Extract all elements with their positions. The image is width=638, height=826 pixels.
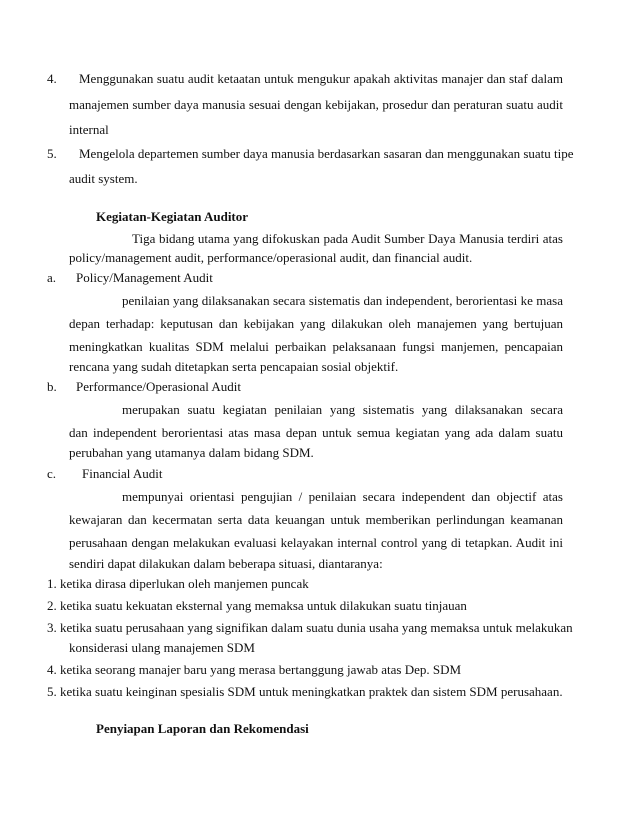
kegiatan-intro-line-1: Tiga bidang utama yang difokuskan pada Audit Sumber Daya Manusia terdiri atas: [132, 231, 563, 246]
list-item-5-line-1: Mengelola departemen sumber daya manusia berdasarkan sasaran dan menggunakan suatu tipe: [79, 146, 574, 161]
list-marker-5: 5.: [47, 146, 57, 161]
sub-c-line-4: sendiri dapat dilakukan dalam beberapa situasi, diantaranya:: [69, 556, 383, 571]
sub-title-c: Financial Audit: [82, 466, 163, 481]
situation-item-3-line-2: konsiderasi ulang manajemen SDM: [69, 640, 255, 655]
sub-a-line-3: meningkatkan kualitas SDM melalui perbaikan pelaksanaan fungsi manjemen, pencapaian: [69, 339, 563, 354]
section-heading-kegiatan: Kegiatan-Kegiatan Auditor: [96, 209, 249, 224]
list-item-5-line-2: audit system.: [69, 171, 138, 186]
sub-b-line-2: dan independent berorientasi atas masa depan untuk semua kegiatan yang ada dalam suatu: [69, 425, 563, 440]
sub-a-line-2: depan terhadap: keputusan dan kebijakan yang dilakukan oleh manajemen yang bertujuan: [69, 316, 563, 331]
section-heading-laporan: Penyiapan Laporan dan Rekomendasi: [96, 721, 309, 736]
sub-c-line-3: perusahaan dengan melakukan evaluasi kelayakan internal control yang di tetapkan. Audit ini: [69, 535, 563, 550]
sub-c-line-1: mempunyai orientasi pengujian / penilaian secara independent dan objectif atas: [122, 489, 563, 504]
sub-a-line-1: penilaian yang dilaksanakan secara sistematis dan independent, berorientasi ke masa: [122, 293, 563, 308]
situation-item-2: 2. ketika suatu kekuatan eksternal yang memaksa untuk dilakukan suatu tinjauan: [47, 598, 467, 613]
sub-title-b: Performance/Operasional Audit: [76, 379, 241, 394]
situation-item-5: 5. ketika suatu keinginan spesialis SDM untuk meningkatkan praktek dan sistem SDM perusahaan.: [47, 684, 563, 699]
sub-a-line-4: rencana yang sudah ditetapkan serta pencapaian sosial objektif.: [69, 359, 399, 374]
kegiatan-intro-line-2: policy/management audit, performance/operasional audit, dan financial audit.: [69, 250, 473, 265]
situation-item-1: 1. ketika dirasa diperlukan oleh manjemen puncak: [47, 576, 309, 591]
list-marker-4: 4.: [47, 71, 57, 86]
sub-b-line-3: perubahan yang utamanya dalam bidang SDM.: [69, 445, 314, 460]
sub-b-line-1: merupakan suatu kegiatan penilaian yang sistematis yang dilaksanakan secara: [122, 402, 563, 417]
sub-marker-a: a.: [47, 270, 57, 285]
sub-marker-c: c.: [47, 466, 57, 481]
list-item-4-line-3: internal: [69, 122, 109, 137]
sub-marker-b: b.: [47, 379, 57, 394]
situation-item-3-line-1: 3. ketika suatu perusahaan yang signifikan dalam suatu dunia usaha yang memaksa untuk melakukan: [47, 620, 573, 635]
list-item-4-line-1: Menggunakan suatu audit ketaatan untuk mengukur apakah aktivitas manajer dan staf dalam: [79, 71, 563, 86]
list-item-4-line-2: manajemen sumber daya manusia sesuai dengan kebijakan, prosedur dan peraturan suatu audit: [69, 97, 563, 112]
situation-item-4: 4. ketika seorang manajer baru yang merasa bertanggung jawab atas Dep. SDM: [47, 662, 462, 677]
sub-c-line-2: kewajaran dan kecermatan serta data keuangan untuk memberikan perlindungan keamanan: [69, 512, 563, 527]
sub-title-a: Policy/Management Audit: [76, 270, 213, 285]
